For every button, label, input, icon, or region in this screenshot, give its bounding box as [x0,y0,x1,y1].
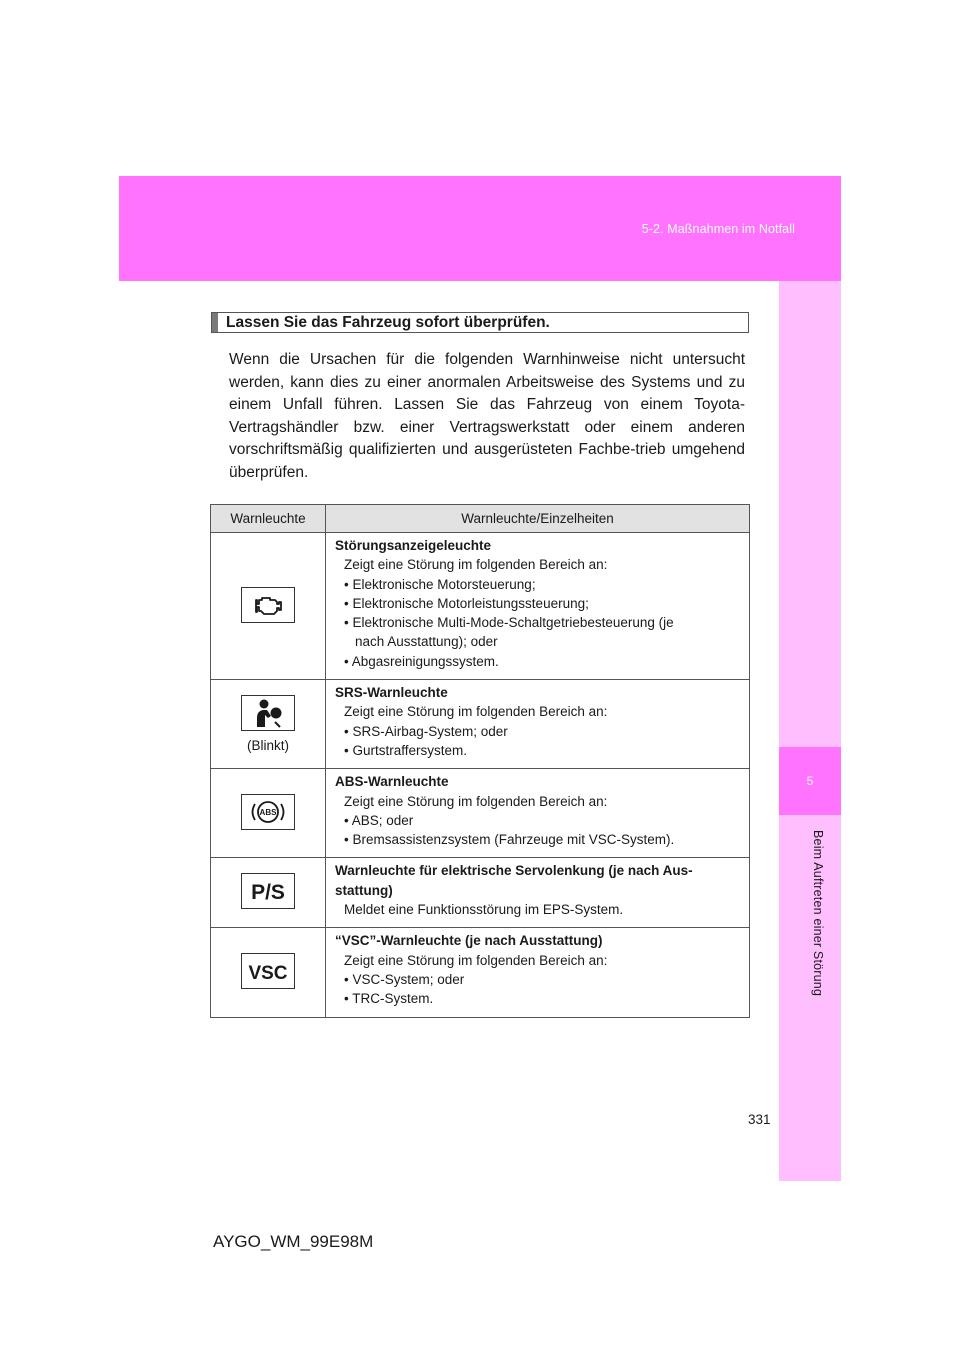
icon-cell [211,858,326,928]
details-cell [326,928,750,1017]
document-code: AYGO_WM_99E98M [213,1232,374,1251]
chapter-number-tab [779,747,841,815]
column-header-icon: Warnleuchte [211,505,326,533]
item-intro: Zeigt eine Störung im folgenden Bereich an: [344,793,608,809]
power-steering-icon [241,873,295,909]
table-row [211,928,750,1017]
page-number: 331 [748,1112,771,1127]
icon-cell [211,680,326,769]
item-intro: Zeigt eine Störung im folgenden Bereich an: [344,557,608,573]
table-row [211,769,750,858]
item-intro: Zeigt eine Störung im folgenden Bereich an: [344,952,608,968]
item-intro: Meldet eine Funktionsstörung im EPS-System. [344,902,624,918]
item-title: Warnleuchte für elektrische Servolenkung (je nach Aus-stattung) [335,863,693,898]
list-item: • Abgasreinigungssystem. [344,653,499,669]
item-title: Störungsanzeigeleuchte [335,538,492,553]
details-cell [326,769,750,858]
item-intro: Zeigt eine Störung im folgenden Bereich an: [344,704,608,720]
table-row [211,680,750,769]
item-title: ABS-Warnleuchte [335,774,449,790]
list-item: • TRC-System. [344,991,434,1007]
heading-marker [212,313,218,332]
icon-caption: (Blinkt) [246,738,289,754]
list-item: • Bremsassistenzsystem (Fahrzeuge mit VSC-System). [344,832,675,848]
item-title: SRS-Warnleuchte [335,685,448,701]
icon-cell [211,769,326,858]
details-cell [326,680,750,769]
vsc-icon [241,953,295,989]
airbag-icon [241,695,295,731]
icon-cell [211,533,326,680]
icon-cell [211,928,326,1017]
details-cell [326,858,750,928]
table-row [211,858,750,928]
intro-paragraph: Wenn die Ursachen für die folgenden Warnhinweise nicht untersucht werden, kann dies zu einer anormalen Arbeitsweise des Systems und zu einem Unfall führen. Lassen Sie das Fahrzeug von einem Toyota-Vertragshändler bzw. einer Vertragswerkstatt oder einem anderen vorschriftsmäßig qualifizierten und ausgerüsteten Fachbe-trieb umgehend überprüfen. [229,351,745,481]
power-steering-icon-label: P/S [251,881,285,905]
list-item: • ABS; oder [344,812,414,828]
chapter-number: 5 [806,774,814,788]
column-header-details: Warnleuchte/Einzelheiten [326,505,750,533]
abs-icon [241,794,295,830]
vsc-icon-label: VSC [248,962,288,984]
header-band [119,176,841,281]
chapter-title: Beim Auftreten einer Störung [811,830,825,997]
chapter-side-tab [779,281,841,1181]
warning-light-table [210,504,750,1018]
list-item: • SRS-Airbag-System; oder [344,723,508,739]
item-title: “VSC”-Warnleuchte (je nach Ausstattung) [335,933,603,949]
abs-icon-label: ABS [259,807,277,817]
table-header-row [211,505,750,533]
list-item: • Gurtstraffersystem. [344,742,468,758]
section-heading [211,312,749,333]
list-item: • Elektronische Motorleistungssteuerung; [344,595,589,611]
list-item: nach Ausstattung); oder [355,634,498,650]
section-breadcrumb: 5-2. Maßnahmen im Notfall [641,222,795,236]
list-item: • Elektronische Multi-Mode-Schaltgetriebesteuerung (je [344,615,674,631]
list-item: • VSC-System; oder [344,971,465,987]
engine-check-icon [241,587,295,623]
table-row [211,533,750,680]
details-cell [326,533,750,680]
section-heading-text: Lassen Sie das Fahrzeug sofort überprüfen. [226,314,550,331]
list-item: • Elektronische Motorsteuerung; [344,576,536,592]
